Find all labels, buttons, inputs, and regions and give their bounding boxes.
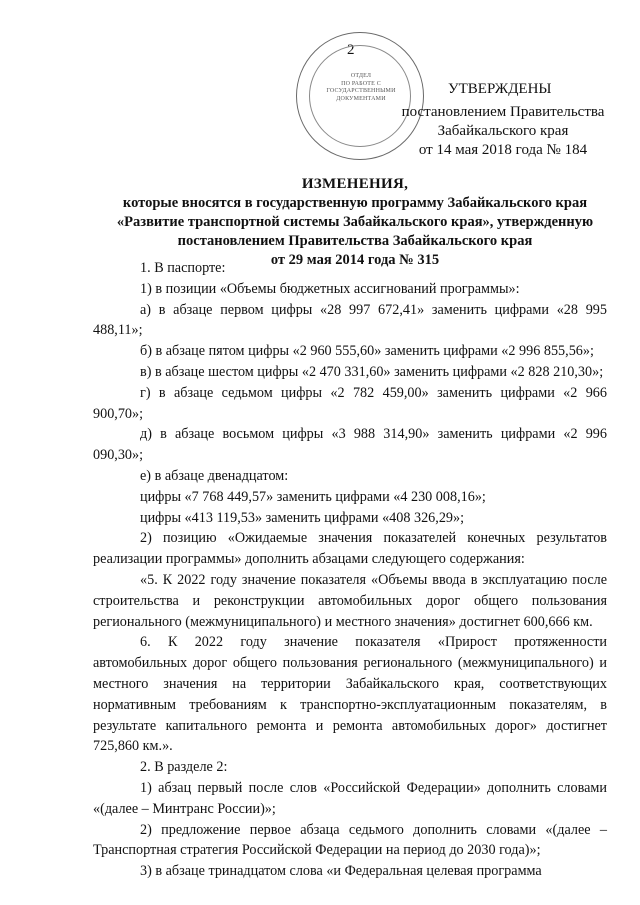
paragraph: а) в абзаце первом цифры «28 997 672,41» заменить цифрами «28 995 488,11»; bbox=[93, 301, 607, 339]
heading-line: которые вносятся в государственную программу Забайкальского края bbox=[122, 195, 588, 211]
paragraph: 3) в абзаце тринадцатом слова «и Федеральная целевая программа bbox=[140, 863, 542, 880]
heading-line: от 29 мая 2014 года № 315 bbox=[270, 252, 440, 268]
paragraph: 1) абзац первый после слов «Российской Федерации» дополнить словами «(далее – Минтранс России)»; bbox=[93, 779, 607, 817]
paragraph: 2) позицию «Ожидаемые значения показателей конечных результатов реализации программы» дополнить абзацами следующего содержания: bbox=[93, 530, 607, 568]
paragraph: в) в абзаце шестом цифры «2 470 331,60» заменить цифрами «2 828 210,30»; bbox=[140, 363, 604, 380]
paragraph: 2) предложение первое абзаца седьмого дополнить словами «(далее – Транспортная стратегия Российской Федерации на период до 2030 года)»; bbox=[93, 821, 607, 859]
paragraph: «5. К 2022 году значение показателя «Объемы ввода в эксплуатацию после строительства и реконструкции автомобильных дорог общего пользования регионального (межмуниципального) и местного значения» достигнет 600,666 км. bbox=[93, 571, 607, 630]
paragraph: цифры «7 768 449,57» заменить цифрами «4 230 008,16»; bbox=[140, 488, 486, 505]
stamp-line: ГОСУДАРСТВЕННЫМИ bbox=[326, 88, 396, 94]
paragraph: 1. В паспорте: bbox=[140, 260, 226, 276]
document-body bbox=[93, 258, 607, 882]
stamp-line: ОТДЕЛ bbox=[350, 73, 372, 79]
paragraph: б) в абзаце пятом цифры «2 960 555,60» заменить цифрами «2 996 855,56»; bbox=[140, 343, 594, 360]
paragraph: г) в абзаце седьмом цифры «2 782 459,00» заменить цифрами «2 966 900,70»; bbox=[93, 384, 607, 422]
paragraph: 6. К 2022 году значение показателя «Прирост протяженности автомобильных дорог общего пользования регионального (межмуниципального) и местного значения на территории Забайкальского края, соответствующих нормативным требованиям к транспортно-эксплуатационным показателям, в результате капитального ремонта и ремонта автомобильных дорог» достигнет 725,860 км.». bbox=[93, 634, 607, 755]
paragraph: 1) в позиции «Объемы бюджетных ассигнований программы»: bbox=[140, 280, 520, 297]
paragraph: цифры «413 119,53» заменить цифрами «408 326,29»; bbox=[140, 509, 465, 526]
heading-line: «Развитие транспортной системы Забайкальского края», утвержденную bbox=[116, 214, 594, 230]
document-title: ИЗМЕНЕНИЯ, bbox=[301, 176, 409, 192]
approval-line: от 14 мая 2018 года № 184 bbox=[418, 142, 588, 158]
paragraph: 2. В разделе 2: bbox=[140, 759, 228, 776]
paragraph: е) в абзаце двенадцатом: bbox=[140, 467, 289, 484]
approval-block bbox=[378, 80, 628, 160]
paragraph: д) в абзаце восьмом цифры «3 988 314,90» заменить цифрами «2 996 090,30»; bbox=[93, 426, 607, 464]
stamp-line: ПО РАБОТЕ С bbox=[341, 80, 381, 87]
document-heading bbox=[70, 175, 640, 270]
stamp-line: ДОКУМЕНТАМИ bbox=[336, 95, 386, 102]
approval-title: УТВЕРЖДЕНЫ bbox=[448, 81, 552, 97]
heading-line: постановлением Правительства Забайкальского края bbox=[177, 233, 533, 249]
approval-line: Забайкальского края bbox=[437, 123, 569, 139]
approval-line: постановлением Правительства bbox=[401, 104, 605, 120]
page-number: 2 bbox=[347, 42, 355, 58]
